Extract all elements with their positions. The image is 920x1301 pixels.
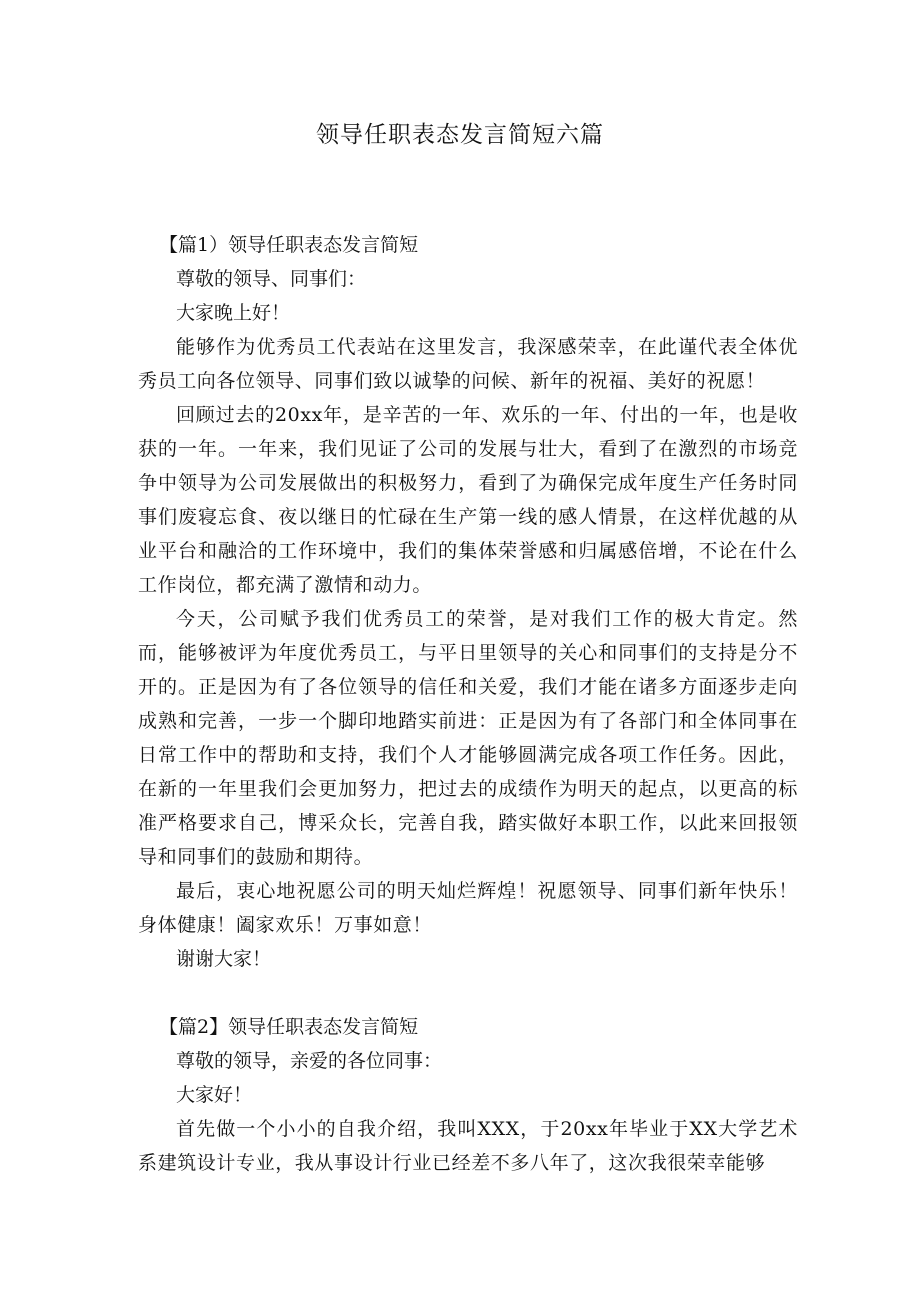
section-2-salutation: 尊敬的领导，亲爱的各位同事： <box>176 1050 443 1072</box>
section-1-paragraph: 最后，衷心地祝愿公司的明天灿烂辉煌！祝愿领导、同事们新年快乐！身体健康！阖家欢乐！万事如意！ <box>138 880 798 936</box>
section-2-paragraph: 首先做一个小小的自我介绍，我叫XXX，于20xx年毕业于XX大学艺术系建筑设计专业，我从事设计行业已经差不多八年了，这次我很荣幸能够 <box>138 1118 798 1174</box>
section-1-heading: 【篇1）领导任职表态发言简短 <box>159 234 419 256</box>
section-spacer <box>138 976 798 1010</box>
section-1-paragraph: 能够作为优秀员工代表站在这里发言，我深感荣幸，在此谨代表全体优秀员工向各位领导、同事们致以诚挚的问候、新年的祝福、美好的祝愿！ <box>138 336 798 392</box>
section-1-salutation: 尊敬的领导、同事们： <box>176 268 367 290</box>
document-title: 领导任职表态发言简短六篇 <box>316 122 604 148</box>
section-1-paragraph: 今天，公司赋予我们优秀员工的荣誉，是对我们工作的极大肯定。然而，能够被评为年度优秀员工，与平日里领导的关心和同事们的支持是分不开的。正是因为有了各位领导的信任和关爱，我们才能在诸多方面逐步走向成熟和完善，一步一个脚印地踏实前进：正是因为有了各部门和全体同事在日常工作中的帮助和支持，我们个人才能够圆满完成各项工作任务。因此，在新的一年里我们会更加努力，把过去的成绩作为明天的起点，以更高的标准严格要求自己，博采众长，完善自我，踏实做好本职工作，以此来回报领导和同事们的鼓励和期待。 <box>138 608 798 868</box>
section-1-closing: 谢谢大家！ <box>176 948 272 970</box>
section-2-greeting: 大家好！ <box>176 1084 253 1106</box>
section-2-heading: 【篇2】领导任职表态发言简短 <box>159 1016 419 1038</box>
section-1-paragraph: 回顾过去的20xx年，是辛苦的一年、欢乐的一年、付出的一年，也是收获的一年。一年来，我们见证了公司的发展与壮大，看到了在激烈的市场竞争中领导为公司发展做出的积极努力，看到了为确保完成年度生产任务时同事们废寝忘食、夜以继日的忙碌在生产第一线的感人情景，在这样优越的从业平台和融洽的工作环境中，我们的集体荣誉感和归属感倍增，不论在什么工作岗位，都充满了激情和动力。 <box>138 404 798 596</box>
section-1-greeting: 大家晚上好！ <box>176 302 291 324</box>
document-body <box>138 228 798 1180</box>
